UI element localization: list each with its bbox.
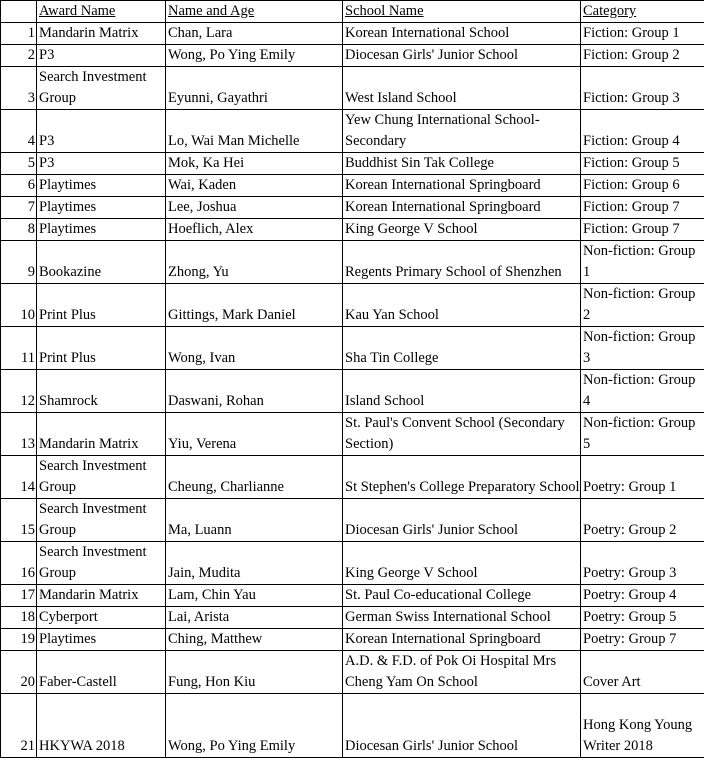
table-row [1,542,704,585]
cell-school-name: Diocesan Girls' Junior School [343,45,581,67]
cell-name-and-age: Wai, Kaden [166,175,343,197]
table-row [1,284,704,327]
cell-award-name: P3 [37,45,166,67]
cell-number: 12 [1,370,37,413]
table-row [1,23,704,45]
cell-category: Fiction: Group 7 [581,197,704,219]
header-school-name: School Name [343,1,581,23]
cell-name-and-age: Daswani, Rohan [166,370,343,413]
awards-table-body [1,1,704,758]
cell-school-name: Diocesan Girls' Junior School [343,694,581,758]
cell-award-name: HKYWA 2018 [37,694,166,758]
cell-school-name: Korean International Springboard [343,197,581,219]
cell-number: 1 [1,23,37,45]
cell-name-and-age: Wong, Po Ying Emily [166,694,343,758]
table-row [1,651,704,694]
cell-number: 4 [1,110,37,153]
cell-name-and-age: Cheung, Charlianne [166,456,343,499]
table-row [1,153,704,175]
cell-name-and-age: Gittings, Mark Daniel [166,284,343,327]
cell-award-name: Print Plus [37,284,166,327]
cell-number: 20 [1,651,37,694]
cell-award-name: Playtimes [37,175,166,197]
table-row [1,413,704,456]
cell-number: 3 [1,67,37,110]
cell-award-name: Shamrock [37,370,166,413]
table-row [1,241,704,284]
cell-school-name: King George V School [343,542,581,585]
header-number [1,1,37,23]
cell-category: Non-fiction: Group 5 [581,413,704,456]
cell-school-name: A.D. & F.D. of Pok Oi Hospital Mrs Cheng Yam On School [343,651,581,694]
cell-award-name: Mandarin Matrix [37,413,166,456]
cell-category: Non-fiction: Group 3 [581,327,704,370]
table-row [1,585,704,607]
cell-name-and-age: Yiu, Verena [166,413,343,456]
cell-number: 10 [1,284,37,327]
cell-number: 8 [1,219,37,241]
table-row [1,370,704,413]
cell-award-name: Playtimes [37,219,166,241]
cell-number: 5 [1,153,37,175]
cell-name-and-age: Lam, Chin Yau [166,585,343,607]
cell-category: Poetry: Group 5 [581,607,704,629]
table-row [1,175,704,197]
cell-name-and-age: Fung, Hon Kiu [166,651,343,694]
cell-name-and-age: Lee, Joshua [166,197,343,219]
cell-school-name: Korean International School [343,23,581,45]
cell-category: Hong Kong Young Writer 2018 [581,694,704,758]
cell-number: 17 [1,585,37,607]
table-row [1,499,704,542]
cell-name-and-age: Lo, Wai Man Michelle [166,110,343,153]
cell-category: Non-fiction: Group 4 [581,370,704,413]
cell-number: 16 [1,542,37,585]
cell-name-and-age: Jain, Mudita [166,542,343,585]
cell-award-name: Search Investment Group [37,456,166,499]
cell-category: Poetry: Group 7 [581,629,704,651]
cell-school-name: Kau Yan School [343,284,581,327]
cell-name-and-age: Wong, Po Ying Emily [166,45,343,67]
cell-category: Poetry: Group 4 [581,585,704,607]
cell-school-name: Yew Chung International School-Secondary [343,110,581,153]
cell-number: 7 [1,197,37,219]
table-row [1,327,704,370]
cell-school-name: West Island School [343,67,581,110]
cell-category: Fiction: Group 2 [581,45,704,67]
cell-award-name: Playtimes [37,197,166,219]
cell-school-name: St. Paul's Convent School (Secondary Section) [343,413,581,456]
cell-category: Fiction: Group 5 [581,153,704,175]
table-row [1,629,704,651]
cell-school-name: Buddhist Sin Tak College [343,153,581,175]
cell-award-name: Search Investment Group [37,67,166,110]
cell-award-name: Search Investment Group [37,542,166,585]
cell-category: Fiction: Group 1 [581,23,704,45]
cell-award-name: Search Investment Group [37,499,166,542]
cell-category: Non-fiction: Group 1 [581,241,704,284]
cell-award-name: Cyberport [37,607,166,629]
cell-number: 14 [1,456,37,499]
cell-name-and-age: Wong, Ivan [166,327,343,370]
cell-school-name: Korean International Springboard [343,629,581,651]
cell-school-name: Regents Primary School of Shenzhen [343,241,581,284]
cell-name-and-age: Hoeflich, Alex [166,219,343,241]
cell-award-name: Bookazine [37,241,166,284]
cell-school-name: Diocesan Girls' Junior School [343,499,581,542]
cell-award-name: P3 [37,153,166,175]
cell-number: 13 [1,413,37,456]
table-row [1,456,704,499]
table-row [1,110,704,153]
cell-school-name: Korean International Springboard [343,175,581,197]
header-category: Category [581,1,704,23]
cell-school-name: St. Paul Co-educational College [343,585,581,607]
table-row [1,197,704,219]
cell-name-and-age: Ching, Matthew [166,629,343,651]
cell-category: Fiction: Group 6 [581,175,704,197]
cell-award-name: Mandarin Matrix [37,585,166,607]
cell-number: 6 [1,175,37,197]
cell-number: 18 [1,607,37,629]
table-row [1,67,704,110]
cell-number: 2 [1,45,37,67]
cell-category: Fiction: Group 4 [581,110,704,153]
cell-name-and-age: Mok, Ka Hei [166,153,343,175]
cell-category: Non-fiction: Group 2 [581,284,704,327]
table-row [1,45,704,67]
cell-name-and-age: Eyunni, Gayathri [166,67,343,110]
cell-category: Fiction: Group 3 [581,67,704,110]
header-name-and-age: Name and Age [166,1,343,23]
cell-category: Poetry: Group 2 [581,499,704,542]
cell-school-name: Island School [343,370,581,413]
cell-school-name: King George V School [343,219,581,241]
cell-school-name: Sha Tin College [343,327,581,370]
cell-category: Fiction: Group 7 [581,219,704,241]
cell-name-and-age: Chan, Lara [166,23,343,45]
cell-school-name: St Stephen's College Preparatory School [343,456,581,499]
table-row [1,694,704,758]
cell-award-name: P3 [37,110,166,153]
cell-number: 21 [1,694,37,758]
cell-school-name: German Swiss International School [343,607,581,629]
cell-award-name: Playtimes [37,629,166,651]
cell-name-and-age: Ma, Luann [166,499,343,542]
cell-award-name: Faber-Castell [37,651,166,694]
cell-name-and-age: Lai, Arista [166,607,343,629]
cell-category: Poetry: Group 1 [581,456,704,499]
cell-award-name: Mandarin Matrix [37,23,166,45]
cell-number: 19 [1,629,37,651]
cell-number: 11 [1,327,37,370]
cell-category: Poetry: Group 3 [581,542,704,585]
cell-name-and-age: Zhong, Yu [166,241,343,284]
cell-number: 9 [1,241,37,284]
cell-category: Cover Art [581,651,704,694]
table-row [1,607,704,629]
table-row [1,219,704,241]
header-row [1,1,704,23]
header-award-name: Award Name [37,1,166,23]
cell-award-name: Print Plus [37,327,166,370]
cell-number: 15 [1,499,37,542]
